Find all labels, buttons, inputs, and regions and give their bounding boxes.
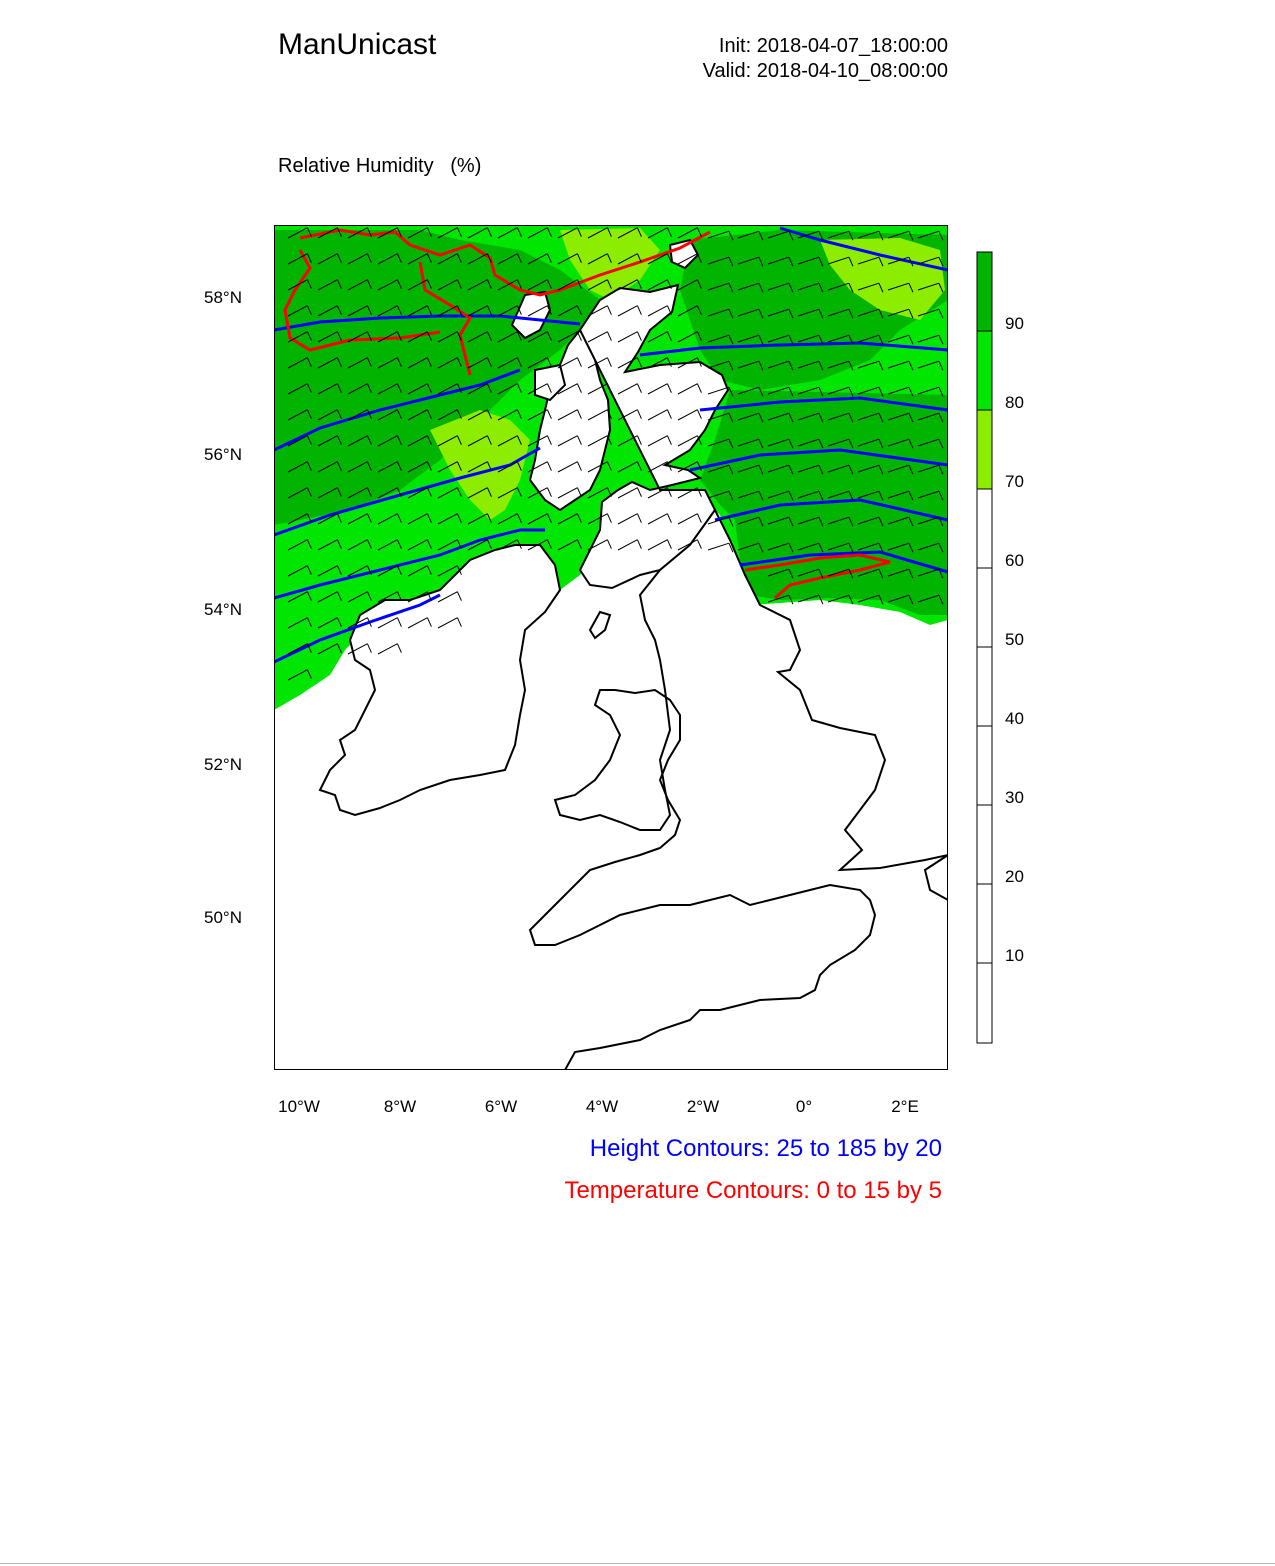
lat-label-52: 52°N <box>204 755 242 774</box>
colorbar-label-20: 20 <box>1005 867 1024 886</box>
bottom-divider <box>0 1563 1275 1564</box>
colorbar-label-40: 40 <box>1005 709 1024 728</box>
lat-label-58: 58°N <box>204 288 242 307</box>
colorbar-label-30: 30 <box>1005 788 1024 807</box>
colorbar-label-70: 70 <box>1005 472 1024 491</box>
colorbar-label-50: 50 <box>1005 630 1024 649</box>
plot-title: ManUnicast <box>278 28 437 61</box>
lon-label-10w: 10°W <box>278 1097 320 1116</box>
lon-label-8w: 8°W <box>383 1097 417 1116</box>
lat-label-56: 56°N <box>204 445 242 464</box>
lon-label-6w: 6°W <box>484 1097 518 1116</box>
colorbar-label-80: 80 <box>1005 393 1024 412</box>
forecast-times <box>703 34 948 84</box>
lon-label-2e: 2°E <box>891 1097 919 1116</box>
lon-label-2w: 2°W <box>686 1097 720 1116</box>
lon-label-0: 0° <box>795 1097 813 1116</box>
weather-map <box>274 225 948 1070</box>
valid-time: Valid: 2018-04-10_08:00:00 <box>702 60 948 82</box>
temperature-contours-note: Temperature Contours: 0 to 15 by 5 <box>564 1177 942 1204</box>
lat-label-50: 50°N <box>204 908 242 927</box>
lon-label-4w: 4°W <box>585 1097 619 1116</box>
field-rh: Relative Humidity (%) <box>278 155 482 177</box>
colorbar-label-10: 10 <box>1005 946 1024 965</box>
init-time: Init: 2018-04-07_18:00:00 <box>718 35 948 57</box>
humidity-colorbar <box>976 251 994 1045</box>
colorbar-label-90: 90 <box>1005 314 1024 333</box>
height-contours-note: Height Contours: 25 to 185 by 20 <box>589 1135 942 1162</box>
colorbar-label-60: 60 <box>1005 551 1024 570</box>
lat-label-54: 54°N <box>204 600 242 619</box>
